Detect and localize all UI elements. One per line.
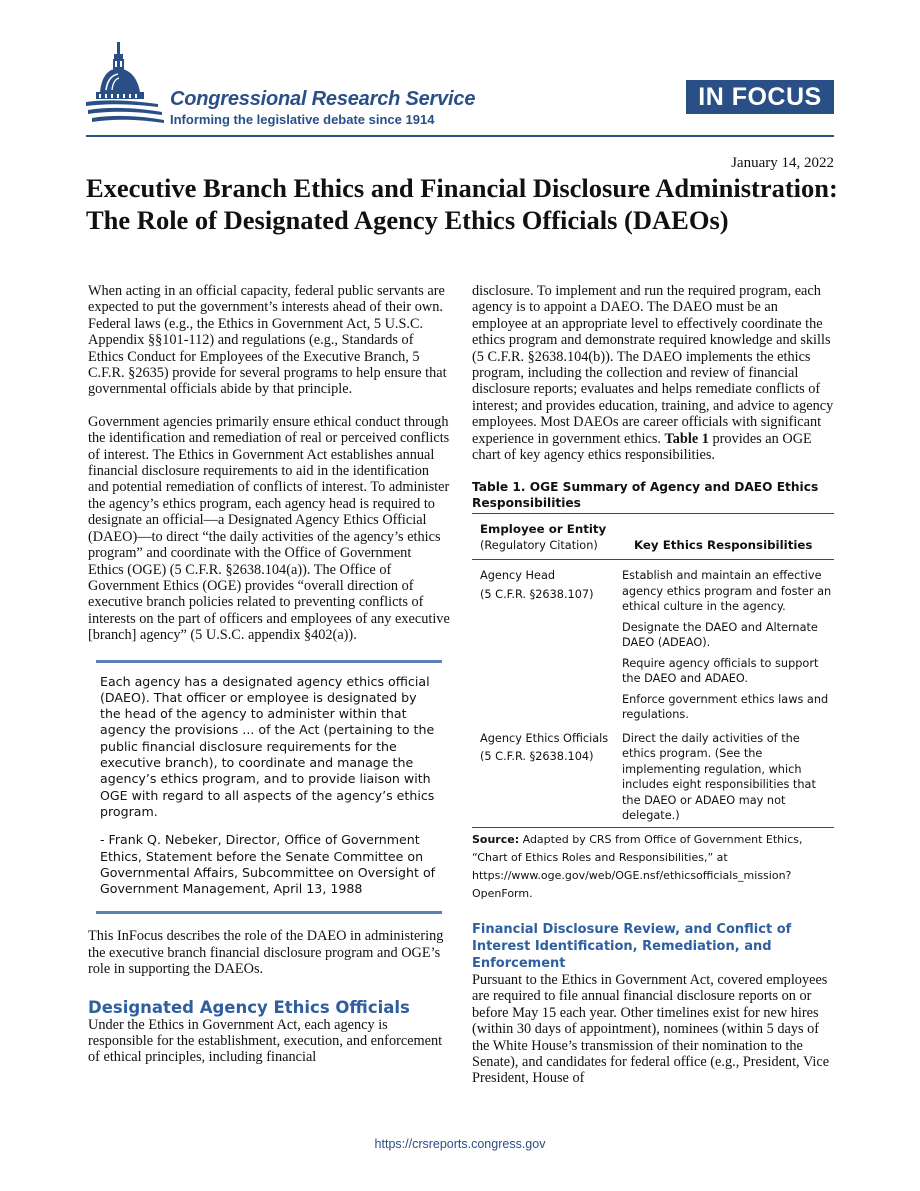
responsibility-item: Require agency officials to support the DAEO and ADAEO. — [622, 656, 819, 686]
left-column — [88, 283, 450, 1066]
quote-text: Each agency has a designated agency ethics official (DAEO). That officer or employee is designated by the head of the agency to administer within that agency the provisions ... of the Act (pertaining to the public financial disclosure requirements for the executive branch), to coordinate and manage the agency’s ethics program, and to provide liaison with OGE with regard to all aspects of the agency’s ethics program. — [100, 673, 435, 819]
org-name: Congressional Research Service — [170, 88, 476, 110]
table-header-entity — [472, 514, 614, 560]
paragraph-text: disclosure. To implement and run the required program, each agency is to appoint a DAEO. The DAEO must be an employee at an appropriate level to effectively coordinate the ethics program and demonstrate required knowledge and skills (5 C.F.R. §2638.104(b)). The DAEO implements the ethics program, including the collection and review of financial disclosure reports; evaluates and helps remediate conflicts of interest; and provides education, training, and advice to agency employees. Most DAEOs are career officials with significant experience in government ethics. — [472, 283, 834, 447]
table-cell-entity — [472, 560, 614, 728]
org-logo-text — [170, 88, 475, 127]
table-source — [472, 831, 834, 903]
responsibility-item: Direct the daily activities of the ethics program. (See the implementing regulation, which includes eight responsibilities that the DAEO or ADAEO may not delegate.) — [622, 731, 816, 823]
table-caption: Table 1. OGE Summary of Agency and DAEO Ethics Responsibilities — [472, 480, 819, 511]
quote-attribution: - Frank Q. Nebeker, Director, Office of Government Ethics, Statement before the Senate Committee on Governmental Affairs, Subcommittee on Oversight of Government Management, April 13, 1988 — [100, 832, 436, 897]
source-label: Source: — [472, 832, 520, 846]
responsibility-item: Enforce government ethics laws and regulations. — [622, 692, 829, 722]
responsibility-item: Establish and maintain an effective agency ethics program and foster an ethical culture in the agency. — [622, 569, 832, 614]
page-title: Executive Branch Ethics and Financial Disclosure Administration: The Role of Designated Agency Ethics Officials (DAEOs) — [86, 173, 838, 235]
paragraph: Government agencies primarily ensure ethical conduct through the identification and remediation of real or perceived conflicts of interest. The Ethics in Government Act establishes annual financial disclosure requirements to aid in the identification and potential remediation of conflicts of interest. To administer the agency’s ethics program, each agency head is required to designate an official—a Designated Agency Ethics Official (DAEO)—to direct “the daily activities of the agency’s ethics program” and coordinate with the Office of Government Ethics (OGE) (5 C.F.R. §2638.104(a)). The Office of Government Ethics (OGE) provides “overall direction of executive branch policies related to preventing conflicts of interests on the part of officers and employees of any executive [branch] agency” (5 U.S.C. appendix §402(a)). — [88, 413, 450, 644]
column-header: Employee or Entity — [480, 522, 607, 537]
publication-date: January 14, 2022 — [731, 155, 834, 171]
header-divider — [86, 135, 834, 137]
column-header: Key Ethics Responsibilities — [614, 514, 834, 560]
entity-citation: (5 C.F.R. §2638.107) — [480, 587, 594, 601]
table-cell-responsibilities — [614, 728, 834, 828]
table-row — [472, 560, 834, 728]
table-cell-entity — [472, 728, 614, 828]
subsection-heading: Financial Disclosure Review, and Conflict of Interest Identification, Remediation, and Enforcement — [472, 921, 792, 971]
entity-name: Agency Ethics Officials — [480, 731, 609, 745]
table-cell-responsibilities — [614, 560, 834, 728]
entity-name: Agency Head — [480, 569, 556, 583]
column-subheader: (Regulatory Citation) — [480, 538, 598, 552]
responsibility-item: Designate the DAEO and Alternate DAEO (ADEAO). — [622, 620, 818, 650]
paragraph-text: provides an OGE chart of key agency ethics responsibilities. — [472, 430, 812, 464]
source-text: Adapted by CRS from Office of Government Ethics, “Chart of Ethics Roles and Responsibilities,” at https://www.oge.gov/web/OGE.nsf/ethicsofficials_mission?OpenForm. — [472, 832, 803, 900]
entity-citation: (5 C.F.R. §2638.104) — [480, 750, 594, 764]
table-row — [472, 728, 834, 828]
in-focus-badge: IN FOCUS — [686, 80, 834, 114]
quote-box — [96, 660, 442, 915]
footer-url-link[interactable]: https://crsreports.congress.gov — [374, 1137, 546, 1151]
right-column — [472, 283, 834, 1087]
paragraph: Under the Ethics in Government Act, each agency is responsible for the establishment, execution, and enforcement of ethical principles, including financial — [88, 1016, 443, 1066]
paragraph: Pursuant to the Ethics in Government Act, covered employees are required to file annual financial disclosure reports on or before May 15 each year. Other timelines exist for new hires (within 30 days of appointment), nominees (within 5 days of the White House’s transmission of their nomination to the Senate), and candidates for federal office (e.g., President, Vice President, House of — [472, 971, 830, 1087]
section-heading: Designated Agency Ethics Officials — [88, 997, 410, 1017]
paragraph: This InFocus describes the role of the DAEO in administering the executive branch financial disclosure program and OGE’s role in supporting the DAEOs. — [88, 928, 444, 978]
paragraph: When acting in an official capacity, federal public servants are expected to put the government’s interests ahead of their own. Federal laws (e.g., the Ethics in Government Act, 5 U.S.C. Appendix §§101-112) and regulations (e.g., Standards of Ethics Conduct for Employees of the Executive Branch, 5 C.F.R. §2635) provide for several programs to help ensure that governmental officials abide by that principle. — [88, 283, 447, 398]
table-reference: Table 1 — [664, 430, 709, 447]
capitol-dome-icon — [86, 40, 166, 130]
page-header — [86, 40, 834, 135]
responsibilities-table — [472, 513, 834, 828]
paragraph — [472, 283, 834, 463]
org-tagline: Informing the legislative debate since 1914 — [170, 112, 435, 127]
